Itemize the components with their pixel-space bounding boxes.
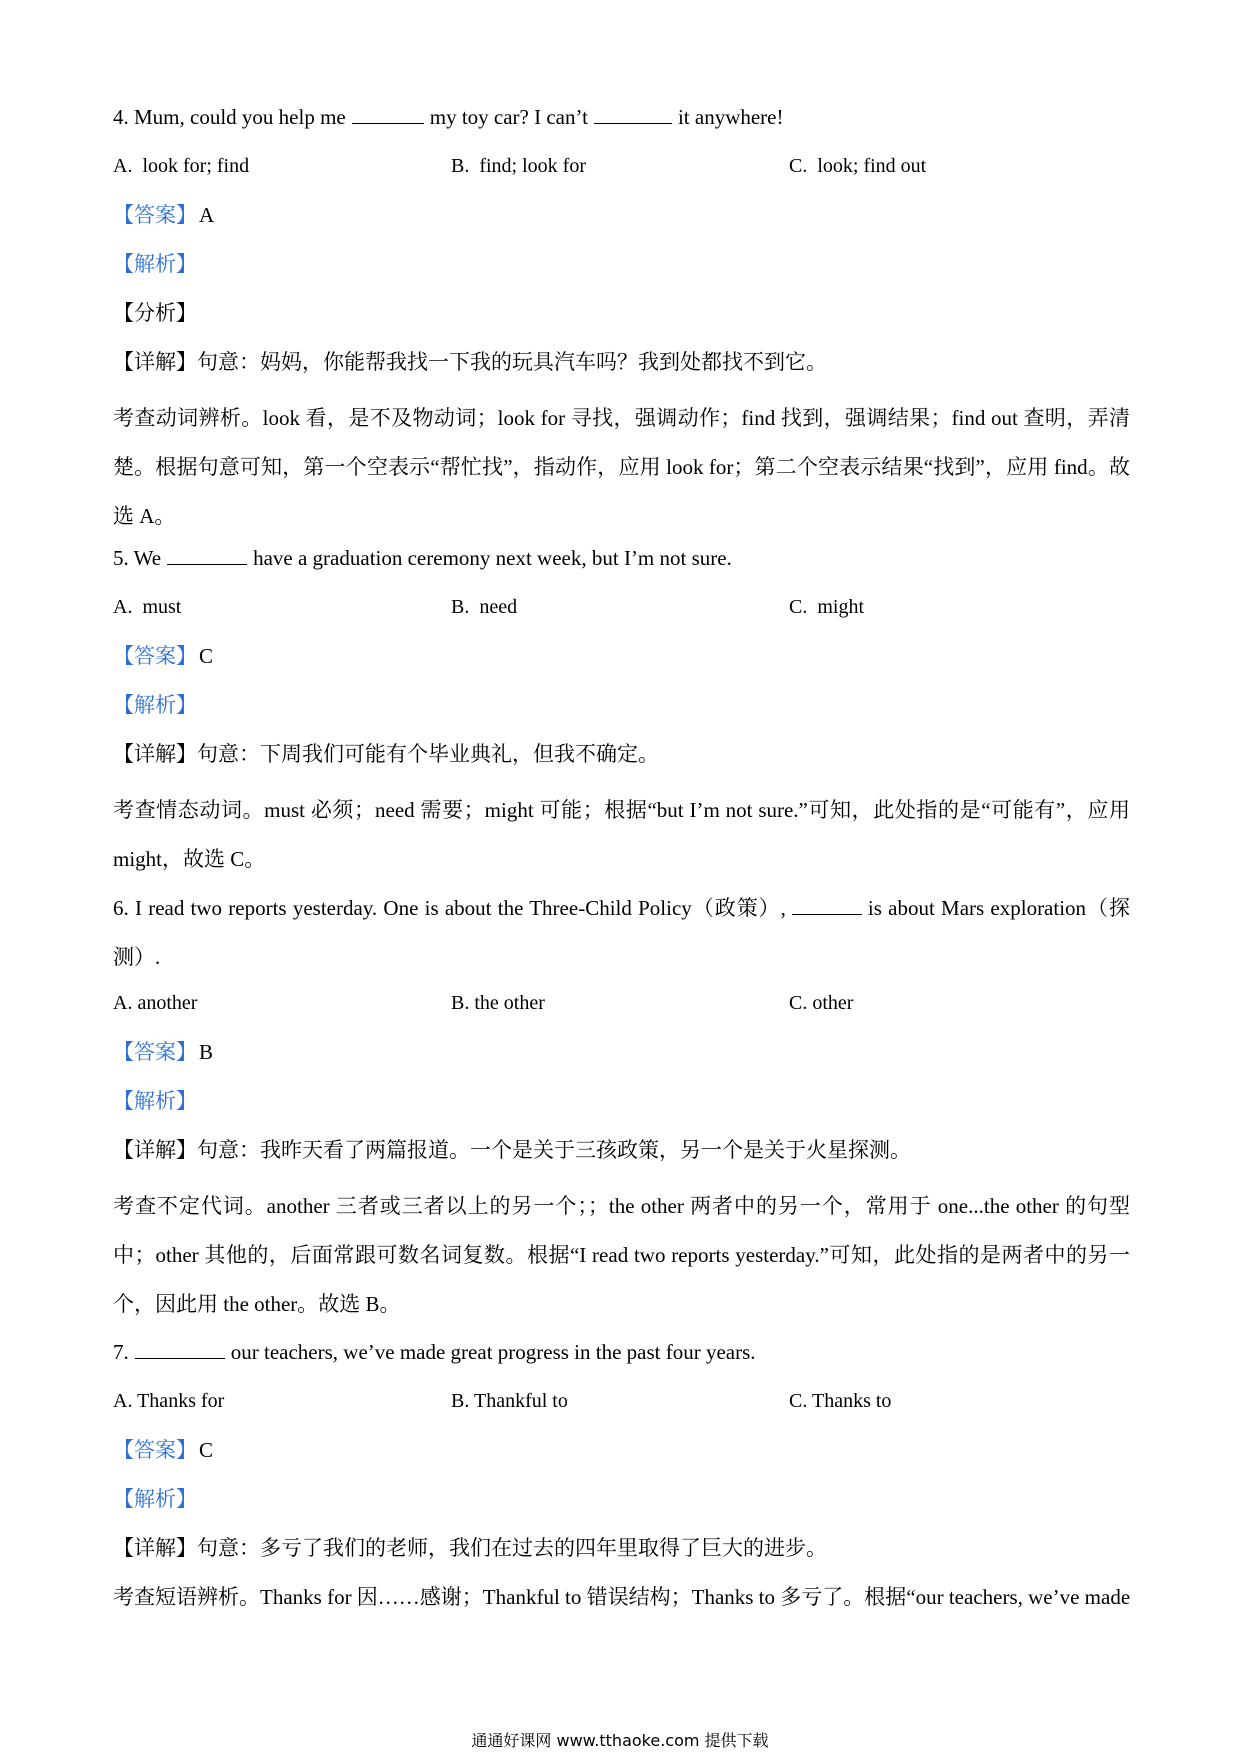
- question-5-text-b: have a graduation ceremony next week, but I’m not sure.: [253, 546, 732, 570]
- option-text: other: [812, 992, 854, 1014]
- answer-tag: 【答案】: [113, 203, 197, 227]
- option-c: [789, 1384, 1127, 1418]
- answer-tag: 【答案】: [113, 1040, 197, 1064]
- question-5-analysis: [113, 688, 1130, 722]
- answer-blank: [792, 894, 862, 915]
- question-7-analysis: [113, 1482, 1130, 1516]
- answer-value: C: [199, 1438, 214, 1462]
- option-text: another: [137, 992, 198, 1014]
- question-6-text-a: 6. I read two reports yesterday. One is about the Three-Child Policy（政策）,: [113, 896, 786, 920]
- answer-tag: 【答案】: [113, 644, 197, 668]
- option-c: [789, 986, 1127, 1020]
- option-text: find; look for: [479, 155, 586, 177]
- question-6-answer: [113, 1035, 1130, 1069]
- option-text: need: [479, 596, 518, 618]
- option-text: the other: [474, 992, 545, 1014]
- question-4-detail: [113, 345, 1130, 379]
- question-6-detail: [113, 1133, 1130, 1167]
- detail-text: 句意：妈妈，你能帮我找一下我的玩具汽车吗？我到处都找不到它。: [197, 350, 827, 374]
- answer-value: C: [199, 644, 214, 668]
- question-5-stem: [113, 541, 1130, 575]
- answer-blank: [594, 103, 672, 124]
- option-a: [113, 149, 451, 183]
- analysis-tag: 【解析】: [113, 1487, 197, 1511]
- question-4-text-a: 4. Mum, could you help me: [113, 105, 346, 129]
- analysis-tag: 【解析】: [113, 252, 197, 276]
- analysis-tag: 【解析】: [113, 1089, 197, 1113]
- question-5-explanation: 考查情态动词。must 必须；need 需要；might 可能；根据“but I’m not sure.”可知，此处指的是“可能有”，应用 might，故选 C。: [113, 798, 1130, 871]
- question-7-stem: [113, 1335, 1130, 1369]
- option-letter: A.: [113, 992, 133, 1014]
- question-7-text-b: our teachers, we’ve made great progress in the past four years.: [230, 1340, 756, 1364]
- question-6-explanation: 考查不定代词。another 三者或三者以上的另一个；；the other 两者中的另一个，常用于 one...the other 的句型中；other 其他的，后面常跟可数名词复数。根据“I read two reports yesterday.”可知，此处指的是两者中的另一个，因此用 the other。故选 B。: [113, 1194, 1130, 1316]
- option-letter: A.: [113, 155, 133, 177]
- answer-value: A: [199, 203, 215, 227]
- option-b: [451, 149, 789, 183]
- option-text: must: [142, 596, 182, 618]
- option-letter: B.: [451, 992, 470, 1014]
- option-a: [113, 986, 451, 1020]
- question-4-text-c: it anywhere!: [677, 105, 784, 129]
- option-letter: C.: [789, 1390, 808, 1412]
- detail-tag: 【详解】: [113, 742, 197, 766]
- option-text: Thanks for: [137, 1390, 225, 1412]
- question-6-options: [113, 986, 1130, 1020]
- detail-tag: 【详解】: [113, 350, 197, 374]
- page-footer: 通通好课网 www.tthaoke.com 提供下载: [471, 1731, 769, 1750]
- question-4-explanation: 考查动词辨析。look 看，是不及物动词；look for 寻找，强调动作；find 找到，强调结果；find out 查明，弄清楚。根据句意可知，第一个空表示“帮忙找”，指动作，应用 look for；第二个空表示结果“找到”，应用 find。故选 A。: [113, 406, 1130, 528]
- detail-text: 句意：我昨天看了两篇报道。一个是关于三孩政策，另一个是关于火星探测。: [197, 1138, 911, 1162]
- question-5-options: [113, 590, 1130, 624]
- question-4-stem: [113, 100, 1130, 134]
- question-7-options: [113, 1384, 1130, 1418]
- detail-text: 句意：下周我们可能有个毕业典礼，但我不确定。: [197, 742, 659, 766]
- option-text: might: [817, 596, 865, 618]
- option-letter: C.: [789, 155, 808, 177]
- question-6-text-b: is about Mars exploration（探测）.: [113, 896, 1130, 969]
- answer-tag: 【答案】: [113, 1438, 197, 1462]
- answer-value: B: [199, 1040, 214, 1064]
- option-letter: C.: [789, 596, 808, 618]
- answer-blank: [167, 544, 247, 565]
- question-6-analysis: [113, 1084, 1130, 1118]
- option-b: [451, 590, 789, 624]
- question-7-detail: [113, 1531, 1130, 1565]
- question-4-text-b: my toy car? I can’t: [429, 105, 588, 129]
- option-text: look; find out: [817, 155, 927, 177]
- question-6-stem: [113, 884, 1130, 982]
- analysis-tag: 【解析】: [113, 693, 197, 717]
- question-7-text-a: 7.: [113, 1340, 129, 1364]
- question-5-answer: [113, 639, 1130, 673]
- detail-tag: 【详解】: [113, 1138, 197, 1162]
- question-4-analysis: [113, 247, 1130, 281]
- option-letter: B.: [451, 155, 470, 177]
- question-4-options: [113, 149, 1130, 183]
- answer-blank: [135, 1338, 225, 1359]
- option-text: Thanks to: [811, 1390, 892, 1412]
- option-letter: C.: [789, 992, 808, 1014]
- question-5-text-a: 5. We: [113, 546, 162, 570]
- detail-text: 句意：多亏了我们的老师，我们在过去的四年里取得了巨大的进步。: [197, 1536, 827, 1560]
- option-letter: A.: [113, 596, 133, 618]
- question-7-explanation: 考查短语辨析。Thanks for 因……感谢；Thankful to 错误结构；Thanks to 多亏了。根据“our teachers, we’ve made: [113, 1585, 1130, 1609]
- question-4-fenxi: [113, 296, 1130, 330]
- page-content: [113, 100, 1130, 1629]
- option-letter: B.: [451, 1390, 470, 1412]
- detail-tag: 【详解】: [113, 1536, 197, 1560]
- option-letter: B.: [451, 596, 470, 618]
- option-b: [451, 986, 789, 1020]
- fenxi-tag: 【分析】: [113, 301, 197, 325]
- option-a: [113, 1384, 451, 1418]
- option-letter: A.: [113, 1390, 133, 1412]
- option-c: [789, 590, 1127, 624]
- option-text: Thankful to: [473, 1390, 568, 1412]
- option-text: look for; find: [142, 155, 250, 177]
- question-4-answer: [113, 198, 1130, 232]
- question-5-detail: [113, 737, 1130, 771]
- option-c: [789, 149, 1127, 183]
- option-a: [113, 590, 451, 624]
- option-b: [451, 1384, 789, 1418]
- question-7-answer: [113, 1433, 1130, 1467]
- answer-blank: [352, 103, 424, 124]
